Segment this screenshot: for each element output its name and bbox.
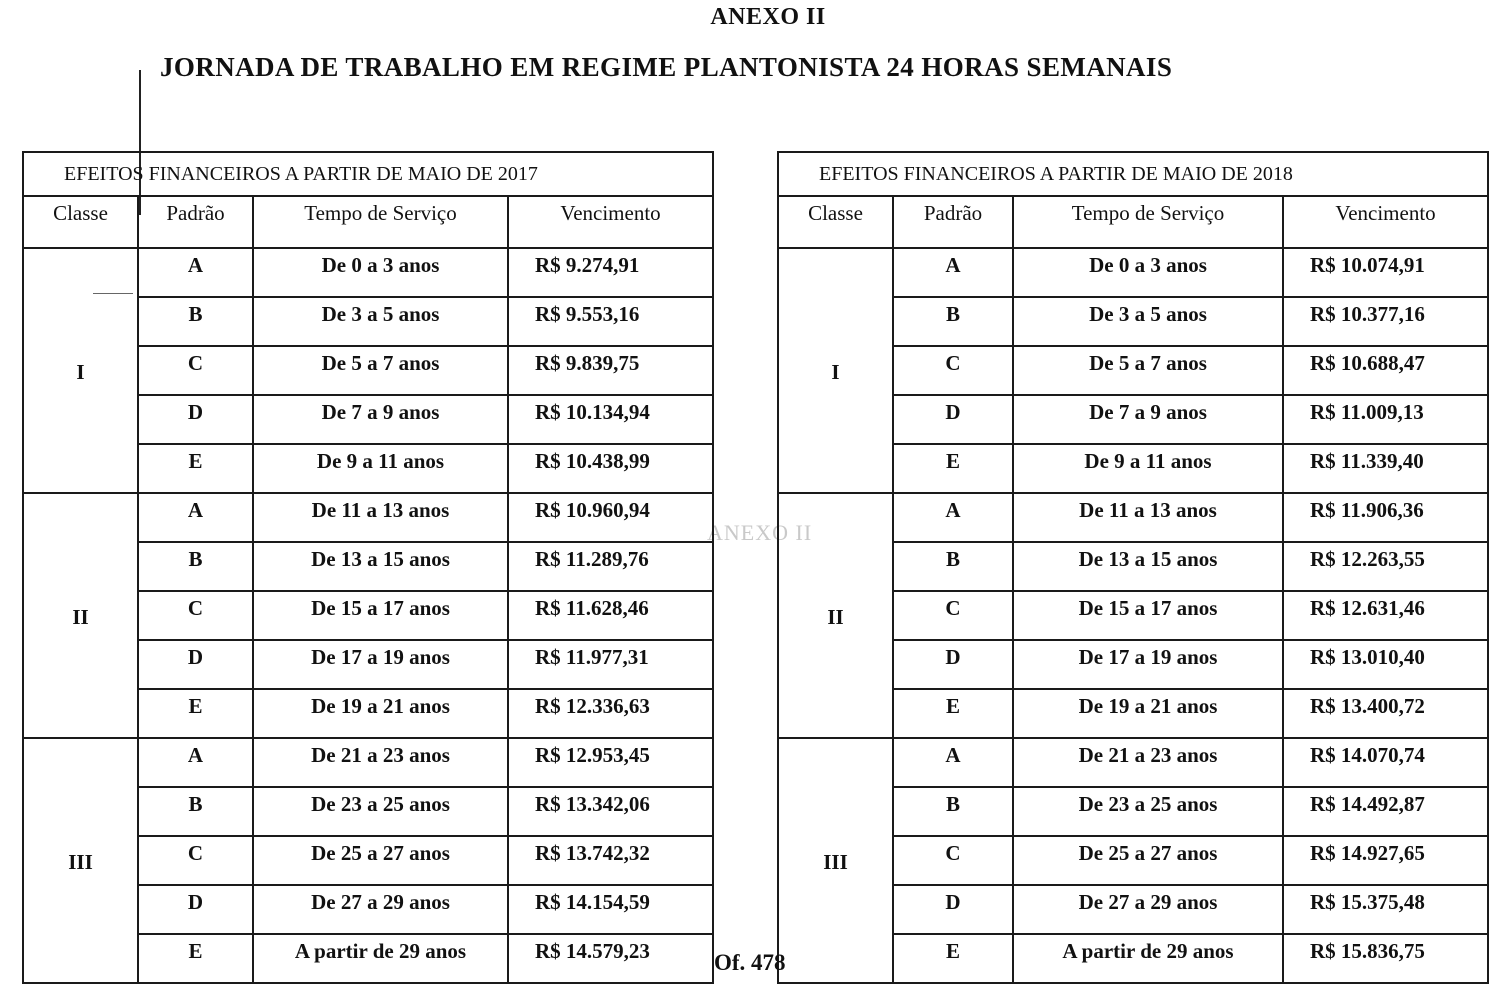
effects-label: EFEITOS FINANCEIROS A PARTIR DE MAIO DE 2017 <box>23 152 713 196</box>
effects-header-row <box>23 152 713 196</box>
vencimento-cell: R$ 12.336,63 <box>508 689 713 738</box>
padrao-cell: C <box>893 346 1013 395</box>
padrao-cell: E <box>138 934 253 983</box>
column-header-vencimento: Vencimento <box>1283 196 1488 248</box>
classe-cell: III <box>23 738 138 983</box>
vencimento-cell: R$ 12.953,45 <box>508 738 713 787</box>
tempo-servico-cell: De 13 a 15 anos <box>1013 542 1283 591</box>
padrao-cell: E <box>893 444 1013 493</box>
padrao-cell: D <box>893 640 1013 689</box>
padrao-cell: C <box>138 346 253 395</box>
table-row <box>778 493 1488 542</box>
padrao-cell: A <box>138 738 253 787</box>
tempo-servico-cell: De 21 a 23 anos <box>253 738 508 787</box>
tempo-servico-cell: De 17 a 19 anos <box>253 640 508 689</box>
vencimento-cell: R$ 14.154,59 <box>508 885 713 934</box>
padrao-cell: A <box>893 493 1013 542</box>
table-row <box>23 248 713 297</box>
effects-header-row <box>778 152 1488 196</box>
padrao-cell: B <box>893 542 1013 591</box>
vencimento-cell: R$ 13.742,32 <box>508 836 713 885</box>
vencimento-cell: R$ 13.342,06 <box>508 787 713 836</box>
tempo-servico-cell: De 11 a 13 anos <box>1013 493 1283 542</box>
effects-label: EFEITOS FINANCEIROS A PARTIR DE MAIO DE 2018 <box>778 152 1488 196</box>
padrao-cell: A <box>138 493 253 542</box>
padrao-cell: A <box>138 248 253 297</box>
padrao-cell: B <box>138 542 253 591</box>
padrao-cell: C <box>138 836 253 885</box>
tempo-servico-cell: De 25 a 27 anos <box>1013 836 1283 885</box>
table-row <box>778 738 1488 787</box>
vencimento-cell: R$ 14.579,23 <box>508 934 713 983</box>
tempo-servico-cell: De 7 a 9 anos <box>253 395 508 444</box>
tempo-servico-cell: De 21 a 23 anos <box>1013 738 1283 787</box>
column-header-padrao: Padrão <box>893 196 1013 248</box>
tempo-servico-cell: A partir de 29 anos <box>253 934 508 983</box>
vencimento-cell: R$ 9.839,75 <box>508 346 713 395</box>
padrao-cell: C <box>893 836 1013 885</box>
padrao-cell: D <box>138 395 253 444</box>
tempo-servico-cell: De 5 a 7 anos <box>253 346 508 395</box>
classe-cell: I <box>778 248 893 493</box>
tempo-servico-cell: De 15 a 17 anos <box>1013 591 1283 640</box>
tempo-servico-cell: De 9 a 11 anos <box>1013 444 1283 493</box>
padrao-cell: E <box>893 689 1013 738</box>
padrao-cell: D <box>893 395 1013 444</box>
column-header-tempo: Tempo de Serviço <box>1013 196 1283 248</box>
column-header-vencimento: Vencimento <box>508 196 713 248</box>
padrao-cell: C <box>893 591 1013 640</box>
padrao-cell: A <box>893 248 1013 297</box>
vencimento-cell: R$ 14.927,65 <box>1283 836 1488 885</box>
table-row <box>778 248 1488 297</box>
vencimento-cell: R$ 10.377,16 <box>1283 297 1488 346</box>
vencimento-cell: R$ 10.074,91 <box>1283 248 1488 297</box>
tempo-servico-cell: De 19 a 21 anos <box>253 689 508 738</box>
tempo-servico-cell: De 23 a 25 anos <box>253 787 508 836</box>
column-header-row <box>23 196 713 248</box>
padrao-cell: B <box>138 297 253 346</box>
vencimento-cell: R$ 14.070,74 <box>1283 738 1488 787</box>
column-header-tempo: Tempo de Serviço <box>253 196 508 248</box>
table-row <box>23 738 713 787</box>
tempo-servico-cell: De 27 a 29 anos <box>253 885 508 934</box>
tempo-servico-cell: De 19 a 21 anos <box>1013 689 1283 738</box>
vencimento-cell: R$ 14.492,87 <box>1283 787 1488 836</box>
classe-cell: I <box>23 248 138 493</box>
vencimento-cell: R$ 10.688,47 <box>1283 346 1488 395</box>
padrao-cell: B <box>138 787 253 836</box>
tempo-servico-cell: De 15 a 17 anos <box>253 591 508 640</box>
tempo-servico-cell: De 17 a 19 anos <box>1013 640 1283 689</box>
vencimento-cell: R$ 10.134,94 <box>508 395 713 444</box>
padrao-cell: E <box>893 934 1013 983</box>
tempo-servico-cell: De 7 a 9 anos <box>1013 395 1283 444</box>
office-reference: Of. 478 <box>714 950 786 975</box>
document-title: JORNADA DE TRABALHO EM REGIME PLANTONISTA 24 HORAS SEMANAIS <box>160 52 1173 82</box>
salary-table-2018 <box>777 151 1489 984</box>
column-header-padrao: Padrão <box>138 196 253 248</box>
tempo-servico-cell: De 13 a 15 anos <box>253 542 508 591</box>
tempo-servico-cell: De 3 a 5 anos <box>1013 297 1283 346</box>
vencimento-cell: R$ 9.274,91 <box>508 248 713 297</box>
vencimento-cell: R$ 11.906,36 <box>1283 493 1488 542</box>
tempo-servico-cell: De 5 a 7 anos <box>1013 346 1283 395</box>
column-header-classe: Classe <box>778 196 893 248</box>
faint-ghost-text: ANEXO II <box>707 520 813 545</box>
classe-cell: II <box>778 493 893 738</box>
vencimento-cell: R$ 15.375,48 <box>1283 885 1488 934</box>
vencimento-cell: R$ 10.960,94 <box>508 493 713 542</box>
annex-title: ANEXO II <box>710 4 826 30</box>
vencimento-cell: R$ 13.400,72 <box>1283 689 1488 738</box>
classe-cell: III <box>778 738 893 983</box>
padrao-cell: B <box>893 297 1013 346</box>
vencimento-cell: R$ 15.836,75 <box>1283 934 1488 983</box>
vencimento-cell: R$ 13.010,40 <box>1283 640 1488 689</box>
padrao-cell: D <box>138 640 253 689</box>
padrao-cell: A <box>893 738 1013 787</box>
vencimento-cell: R$ 11.289,76 <box>508 542 713 591</box>
column-header-row <box>778 196 1488 248</box>
vencimento-cell: R$ 11.977,31 <box>508 640 713 689</box>
tempo-servico-cell: De 0 a 3 anos <box>1013 248 1283 297</box>
table-row <box>23 493 713 542</box>
tempo-servico-cell: De 3 a 5 anos <box>253 297 508 346</box>
vencimento-cell: R$ 12.631,46 <box>1283 591 1488 640</box>
padrao-cell: D <box>138 885 253 934</box>
salary-table-2017 <box>22 151 714 984</box>
vencimento-cell: R$ 9.553,16 <box>508 297 713 346</box>
tempo-servico-cell: A partir de 29 anos <box>1013 934 1283 983</box>
vencimento-cell: R$ 11.009,13 <box>1283 395 1488 444</box>
tempo-servico-cell: De 9 a 11 anos <box>253 444 508 493</box>
column-header-classe: Classe <box>23 196 138 248</box>
tempo-servico-cell: De 27 a 29 anos <box>1013 885 1283 934</box>
tempo-servico-cell: De 0 a 3 anos <box>253 248 508 297</box>
padrao-cell: E <box>138 444 253 493</box>
tempo-servico-cell: De 11 a 13 anos <box>253 493 508 542</box>
classe-cell: II <box>23 493 138 738</box>
vencimento-cell: R$ 11.339,40 <box>1283 444 1488 493</box>
vencimento-cell: R$ 10.438,99 <box>508 444 713 493</box>
padrao-cell: C <box>138 591 253 640</box>
tempo-servico-cell: De 25 a 27 anos <box>253 836 508 885</box>
padrao-cell: B <box>893 787 1013 836</box>
tempo-servico-cell: De 23 a 25 anos <box>1013 787 1283 836</box>
padrao-cell: E <box>138 689 253 738</box>
padrao-cell: D <box>893 885 1013 934</box>
vencimento-cell: R$ 12.263,55 <box>1283 542 1488 591</box>
vencimento-cell: R$ 11.628,46 <box>508 591 713 640</box>
